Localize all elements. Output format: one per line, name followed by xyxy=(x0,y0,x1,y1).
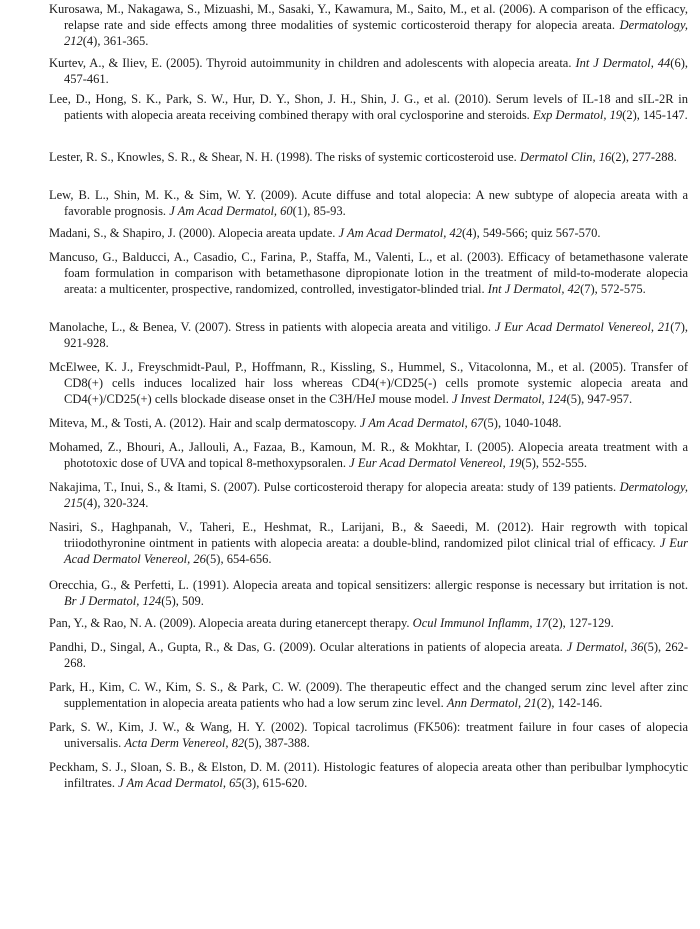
reference-entry: Mohamed, Z., Bhouri, A., Jallouli, A., Fazaa, B., Kamoun, M. R., & Mokhtar, I. (2005). Alopecia areata treatment with a phototoxic dose of UVA and topical 8-methoxypsoralen. J Eur Acad Dermatol Venereol, 19(5), 552-555. xyxy=(49,440,688,470)
reference-entry: Miteva, M., & Tosti, A. (2012). Hair and scalp dermatoscopy. J Am Acad Dermatol, 67(5), 1040-1048. xyxy=(49,416,562,430)
reference-entry: Lew, B. L., Shin, M. K., & Sim, W. Y. (2009). Acute diffuse and total alopecia: A new subtype of alopecia areata with a favorable prognosis. J Am Acad Dermatol, 60(1), 85-93. xyxy=(49,188,688,218)
reference-entry: Lee, D., Hong, S. K., Park, S. W., Hur, D. Y., Shon, J. H., Shin, J. G., et al. (2010). Serum levels of IL-18 and sIL-2R in patients with alopecia areata receiving combined therapy with oral cyclosporine and steroids. Exp Dermatol, 19(2), 145-147. xyxy=(49,92,688,122)
reference-entry: Kurtev, A., & Iliev, E. (2005). Thyroid autoimmunity in children and adolescents with alopecia areata. Int J Dermatol, 44(6), 457-461. xyxy=(49,56,688,86)
reference-entry: Park, H., Kim, C. W., Kim, S. S., & Park, C. W. (2009). The therapeutic effect and the changed serum zinc level after zinc supplementation in alopecia areata patients who had a low serum zinc level. Ann Dermatol, 21(2), 142-146. xyxy=(49,680,688,710)
reference-entry: Kurosawa, M., Nakagawa, S., Mizuashi, M., Sasaki, Y., Kawamura, M., Saito, M., et al. (2006). A comparison of the efficacy, relapse rate and side effects among three modalities of systemic corticosteroid therapy for alopecia areata. Dermatology, 212(4), 361-365. xyxy=(49,2,688,48)
reference-entry: Orecchia, G., & Perfetti, L. (1991). Alopecia areata and topical sensitizers: allergic response is necessary but irritation is not. Br J Dermatol, 124(5), 509. xyxy=(49,578,688,608)
reference-entry: Nasiri, S., Haghpanah, V., Taheri, E., Heshmat, R., Larijani, B., & Saeedi, M. (2012). Hair regrowth with topical triiodothyronine ointment in patients with alopecia areata: a double-blind, randomized pilot clinical trial of efficacy. J Eur Acad Dermatol Venereol, 26(5), 654-656. xyxy=(49,520,688,566)
reference-entry: McElwee, K. J., Freyschmidt-Paul, P., Hoffmann, R., Kissling, S., Hummel, S., Vitacolonna, M., et al. (2005). Transfer of CD8(+) cells induces localized hair loss whereas CD4(+)/CD25(-) cells promote systemic alopecia areata and CD4(+)/CD25(+) cells blockade disease onset in the C3H/HeJ mouse model. J Invest Dermatol, 124(5), 947-957. xyxy=(49,360,688,406)
reference-entry: Manolache, L., & Benea, V. (2007). Stress in patients with alopecia areata and vitiligo. J Eur Acad Dermatol Venereol, 21(7), 921-928. xyxy=(49,320,688,350)
reference-entry: Mancuso, G., Balducci, A., Casadio, C., Farina, P., Staffa, M., Valenti, L., et al. (2003). Efficacy of betamethasone valerate foam formulation in comparison with betamethasone dipropionate lotion in the treatment of mild-to-moderate alopecia areata: a multicenter, prospective, randomized, controlled, investigator-blinded trial. Int J Dermatol, 42(7), 572-575. xyxy=(49,250,688,296)
reference-entry: Lester, R. S., Knowles, S. R., & Shear, N. H. (1998). The risks of systemic corticosteroid use. Dermatol Clin, 16(2), 277-288. xyxy=(49,150,677,164)
reference-entry: Madani, S., & Shapiro, J. (2000). Alopecia areata update. J Am Acad Dermatol, 42(4), 549-566; quiz 567-570. xyxy=(49,226,601,240)
reference-entry: Peckham, S. J., Sloan, S. B., & Elston, D. M. (2011). Histologic features of alopecia areata other than peribulbar lymphocytic infiltrates. J Am Acad Dermatol, 65(3), 615-620. xyxy=(49,760,688,790)
reference-entry: Pan, Y., & Rao, N. A. (2009). Alopecia areata during etanercept therapy. Ocul Immunol Inflamm, 17(2), 127-129. xyxy=(49,616,614,630)
reference-entry: Pandhi, D., Singal, A., Gupta, R., & Das, G. (2009). Ocular alterations in patients of alopecia areata. J Dermatol, 36(5), 262-268. xyxy=(49,640,688,670)
reference-entry: Nakajima, T., Inui, S., & Itami, S. (2007). Pulse corticosteroid therapy for alopecia areata: study of 139 patients. Dermatology, 215(4), 320-324. xyxy=(49,480,688,510)
reference-list xyxy=(49,1,688,793)
reference-entry: Park, S. W., Kim, J. W., & Wang, H. Y. (2002). Topical tacrolimus (FK506): treatment failure in four cases of alopecia universalis. Acta Derm Venereol, 82(5), 387-388. xyxy=(49,720,688,750)
